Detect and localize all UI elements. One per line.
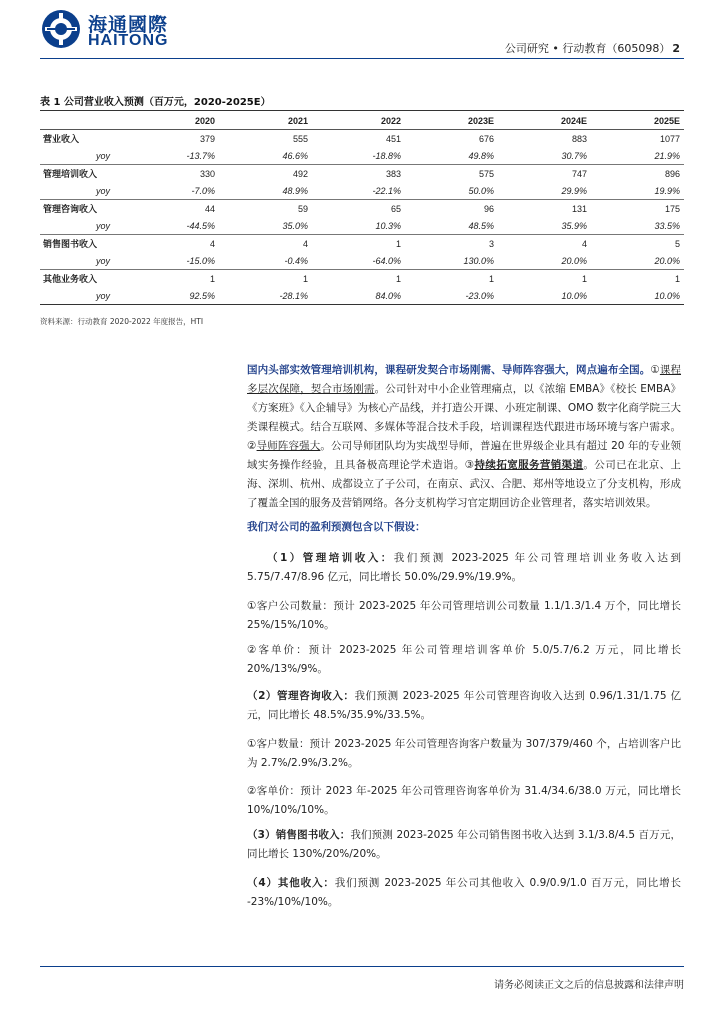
assumption-text: 我们预测 2023-2025 年公司管理咨询收入达到 0.96/1.31/1.75 亿元，同比增长 48.5%/35.9%/33.5%。 (247, 690, 682, 721)
footer-divider (40, 966, 684, 967)
table-cell: 130.0% (405, 252, 498, 270)
row-label: 销售图书收入 (43, 240, 98, 250)
point2-title: 导师阵容强大 (256, 440, 321, 452)
row-label: 管理咨询收入 (43, 205, 98, 215)
col-header: 2020 (126, 112, 219, 130)
table-cell: 20.0% (591, 252, 684, 270)
table-cell: 19.9% (591, 182, 684, 200)
table-cell: 747 (571, 168, 587, 179)
assumption-item (247, 597, 681, 635)
point-marker: ① (650, 364, 660, 376)
table-cell: 30.7% (498, 147, 591, 165)
haitong-logo-icon (40, 8, 82, 50)
assumption-text: 我们预测 2023-2025 年公司其他收入 0.9/0.9/1.0 百万元，同比增长 -23%/10%/10%。 (247, 877, 681, 908)
table-cell: 10.3% (312, 217, 405, 235)
table-cell: 1 (395, 273, 401, 284)
assumption-text: 我们预测 2023-2025 年公司管理培训业务收入达到 5.75/7.47/8.96 亿元，同比增长 50.0%/29.9%/19.9%。 (247, 552, 681, 583)
yoy-label: yoy (40, 217, 126, 235)
assumptions-heading: 我们对公司的盈利预测包含以下假设： (247, 521, 426, 533)
table-cell: -13.7% (126, 147, 219, 165)
col-header: 2022 (312, 112, 405, 130)
page-number: 2 (672, 42, 680, 55)
intro-headline: 国内头部实效管理培训机构，课程研发契合市场刚需、导师阵容强大，网点遍布全国。 (247, 364, 651, 376)
table-cell: 84.0% (312, 287, 405, 305)
assumption-item (247, 549, 681, 587)
table-cell: 1 (302, 273, 308, 284)
table-cell: 4 (302, 238, 308, 249)
point2-text: 。公司导师团队均为实战型导师，普遍在世界级企业具有超过 20 年的专业领域实务操作经验，且具备极高理论学术造诣。 (247, 440, 682, 471)
table-cell: 676 (478, 133, 494, 144)
assumption-label: （4）其他收入： (247, 877, 335, 889)
table-cell: 330 (199, 168, 215, 179)
row-label: 其他业务收入 (43, 275, 98, 285)
table-cell: 175 (664, 203, 680, 214)
table-cell: 5 (674, 238, 680, 249)
table-row-yoy (40, 182, 684, 200)
report-info: 公司研究 • 行动教育（605098） (504, 42, 671, 55)
table-cell: 1 (581, 273, 587, 284)
table-cell: 1 (488, 273, 494, 284)
assumption-item (247, 874, 681, 912)
table-cell: 575 (478, 168, 494, 179)
table-row-yoy (40, 287, 684, 305)
assumption-label: （3）销售图书收入： (247, 829, 351, 841)
col-header: 2024E (498, 112, 591, 130)
table-cell: 49.8% (405, 147, 498, 165)
assumption-label: （1）管理培训收入： (267, 552, 394, 564)
table-cell: -44.5% (126, 217, 219, 235)
table-row-yoy (40, 252, 684, 270)
table-cell: 1 (395, 238, 401, 249)
table-title: 表 1 公司营业收入预测（百万元，2020-2025E） (40, 97, 271, 108)
table-cell: 48.5% (405, 217, 498, 235)
revenue-forecast-table (40, 112, 684, 305)
yoy-label: yoy (40, 252, 126, 270)
table-cell: 29.9% (498, 182, 591, 200)
table-cell: 883 (571, 133, 587, 144)
table-cell: 3 (488, 238, 494, 249)
header-blank-cell (40, 112, 126, 130)
table-cell: 46.6% (219, 147, 312, 165)
table-cell: 451 (385, 133, 401, 144)
assumption-item (247, 687, 681, 725)
table-cell: 50.0% (405, 182, 498, 200)
table-source-note: 资料来源：行动教育 2020-2022 年度报告，HTI (40, 317, 204, 326)
table-cell: 4 (209, 238, 215, 249)
assumption-item (247, 641, 681, 679)
table-cell: -15.0% (126, 252, 219, 270)
table-cell: 379 (199, 133, 215, 144)
logo-chinese-name: 海通國際 (88, 14, 169, 36)
table-cell: 21.9% (591, 147, 684, 165)
header-divider (40, 58, 684, 59)
point3-text: 。公司已在北京、上海、深圳、杭州、成都设立了子公司，在南京、武汉、合肥、郑州等地设立了分支机构，形成了覆盖全国的服务及营销网络。各分支机构学习官定期回访企业管理者，落实培训效果。 (247, 459, 682, 509)
table-cell: 555 (292, 133, 308, 144)
company-logo (40, 8, 168, 50)
yoy-label: yoy (40, 287, 126, 305)
table-cell: 92.5% (126, 287, 219, 305)
table-row (40, 200, 684, 218)
assumption-text: ②客单价：预计 2023 年-2025 年公司管理咨询客单价为 31.4/34.6/38.0 万元，同比增长 10%/10%/10%。 (247, 785, 681, 816)
row-label: 营业收入 (43, 135, 80, 145)
table-cell: -0.4% (219, 252, 312, 270)
assumption-text: ②客单价：预计 2023-2025 年公司管理培训客单价 5.0/5.7/6.2 万元，同比增长 20%/13%/9%。 (247, 644, 681, 675)
assumption-label: （2）管理咨询收入： (247, 690, 355, 702)
table-cell: 48.9% (219, 182, 312, 200)
table-row (40, 235, 684, 253)
table-cell: -18.8% (312, 147, 405, 165)
table-cell: 96 (483, 203, 494, 214)
col-header: 2025E (591, 112, 684, 130)
table-cell: 383 (385, 168, 401, 179)
table-cell: 35.9% (498, 217, 591, 235)
point1-title: 课程多层次保障，契合市场刚需 (247, 364, 682, 395)
report-header-info (505, 40, 680, 56)
table-cell: 44 (204, 203, 215, 214)
point-marker: ② (247, 440, 257, 452)
table-cell: 59 (297, 203, 308, 214)
logo-english-name: HAITONG (88, 32, 169, 49)
point-marker: ③ (464, 459, 475, 471)
table-cell: 1 (209, 273, 215, 284)
assumption-item (247, 826, 681, 864)
assumption-item (247, 782, 681, 820)
table-top-rule (40, 110, 684, 111)
col-header: 2021 (219, 112, 312, 130)
table-header-row (40, 112, 684, 130)
table-row-yoy (40, 217, 684, 235)
table-row (40, 270, 684, 288)
assumption-text: ①客户数量：预计 2023-2025 年公司管理咨询客户数量为 307/379/460 个，占培训客户比为 2.7%/2.9%/3.2%。 (247, 738, 681, 769)
table-cell: 896 (664, 168, 680, 179)
assumption-item (247, 735, 681, 773)
table-row (40, 130, 684, 148)
col-header: 2023E (405, 112, 498, 130)
table-cell: 492 (292, 168, 308, 179)
table-row-yoy (40, 147, 684, 165)
table-row (40, 165, 684, 183)
table-cell: 10.0% (498, 287, 591, 305)
table-cell: 20.0% (498, 252, 591, 270)
table-cell: -28.1% (219, 287, 312, 305)
table-cell: -64.0% (312, 252, 405, 270)
assumption-text: ①客户公司数量：预计 2023-2025 年公司管理培训公司数量 1.1/1.3/1.4 万个，同比增长 25%/15%/10%。 (247, 600, 681, 631)
assumption-text: 我们预测 2023-2025 年公司销售图书收入达到 3.1/3.8/4.5 百万元，同比增长 130%/20%/20%。 (247, 829, 681, 860)
yoy-label: yoy (40, 147, 126, 165)
table-cell: 1 (674, 273, 680, 284)
row-label: 管理培训收入 (43, 170, 98, 180)
table-cell: 35.0% (219, 217, 312, 235)
table-cell: 10.0% (591, 287, 684, 305)
table-cell: -23.0% (405, 287, 498, 305)
intro-paragraph (247, 361, 681, 513)
table-cell: 1077 (659, 133, 680, 144)
yoy-label: yoy (40, 182, 126, 200)
footer-disclaimer: 请务必阅读正文之后的信息披露和法律声明 (494, 980, 684, 991)
point1-text: 。公司针对中小企业管理痛点，以《浓缩 EMBA》《校长 EMBA》《方案班》《入企辅导》为核心产品线，并打造公开课、小班定制课、OMO 数字化商学院三大类课程模式。结合互联网、多媒体等混合技术手段，培训课程迭代跟进市场环境与客户需求。 (247, 383, 682, 433)
point3-title: 持续拓宽服务营销渠道 (474, 459, 584, 471)
table-cell: 4 (581, 238, 587, 249)
table-cell: 131 (571, 203, 587, 214)
table-cell: -7.0% (126, 182, 219, 200)
table-cell: 65 (390, 203, 401, 214)
table-cell: 33.5% (591, 217, 684, 235)
table-cell: -22.1% (312, 182, 405, 200)
